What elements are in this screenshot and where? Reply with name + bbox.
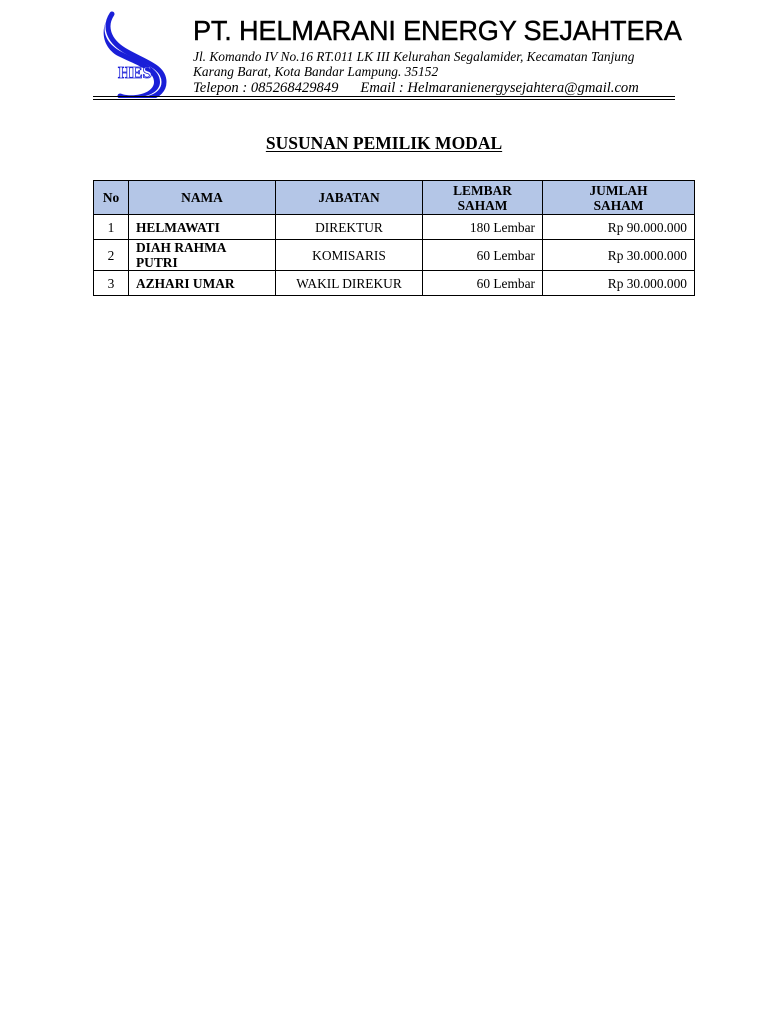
cell-jabatan: DIREKTUR [276,215,423,240]
owners-table [93,180,695,296]
header-jabatan: JABATAN [276,181,423,215]
cell-nama: HELMAWATI [129,215,276,240]
header-jumlah-line2: SAHAM [593,197,644,213]
email-text: Email : Helmaranienergysejahtera@gmail.com [360,80,639,96]
header-lembar-line1: LEMBAR [453,182,512,198]
header-no: No [94,181,129,215]
cell-jabatan: WAKIL DIREKUR [276,271,423,296]
cell-lembar: 180 Lembar [423,215,543,240]
table-row [94,215,695,240]
table-header-row [94,181,695,215]
cell-jumlah: Rp 90.000.000 [543,215,695,240]
cell-lembar: 60 Lembar [423,240,543,271]
logo-text: HES [117,63,153,82]
cell-jabatan: KOMISARIS [276,240,423,271]
cell-jumlah: Rp 30.000.000 [543,240,695,271]
cell-no: 2 [94,240,129,271]
header-jumlah-line1: JUMLAH [589,182,648,198]
letterhead [93,8,682,100]
cell-no: 1 [94,215,129,240]
document-title [0,133,768,154]
phone-text: Telepon : 085268429849 [193,80,339,96]
header-lembar-line2: SAHAM [457,197,508,213]
cell-no: 3 [94,271,129,296]
cell-nama: DIAH RAHMA PUTRI [129,240,276,271]
header-nama: NAMA [129,181,276,215]
cell-jumlah: Rp 30.000.000 [543,271,695,296]
contact-line [193,80,639,97]
header-lembar-saham [423,181,543,215]
table-row [94,240,695,271]
table-row [94,271,695,296]
header-rule-thick [93,96,675,97]
document-title-text: SUSUNAN PEMILIK MODAL [265,133,503,153]
company-logo [98,10,172,98]
company-name: PT. HELMARANI ENERGY SEJAHTERA [193,15,682,46]
header-rule-thin [93,99,675,100]
header-jumlah-saham [543,181,695,215]
cell-lembar: 60 Lembar [423,271,543,296]
cell-nama: AZHARI UMAR [129,271,276,296]
company-address: Jl. Komando IV No.16 RT.011 LK III Kelurahan Segalamider, Kecamatan Tanjung Karang Barat, Kota Bandar Lampung. 35152 [193,49,635,79]
